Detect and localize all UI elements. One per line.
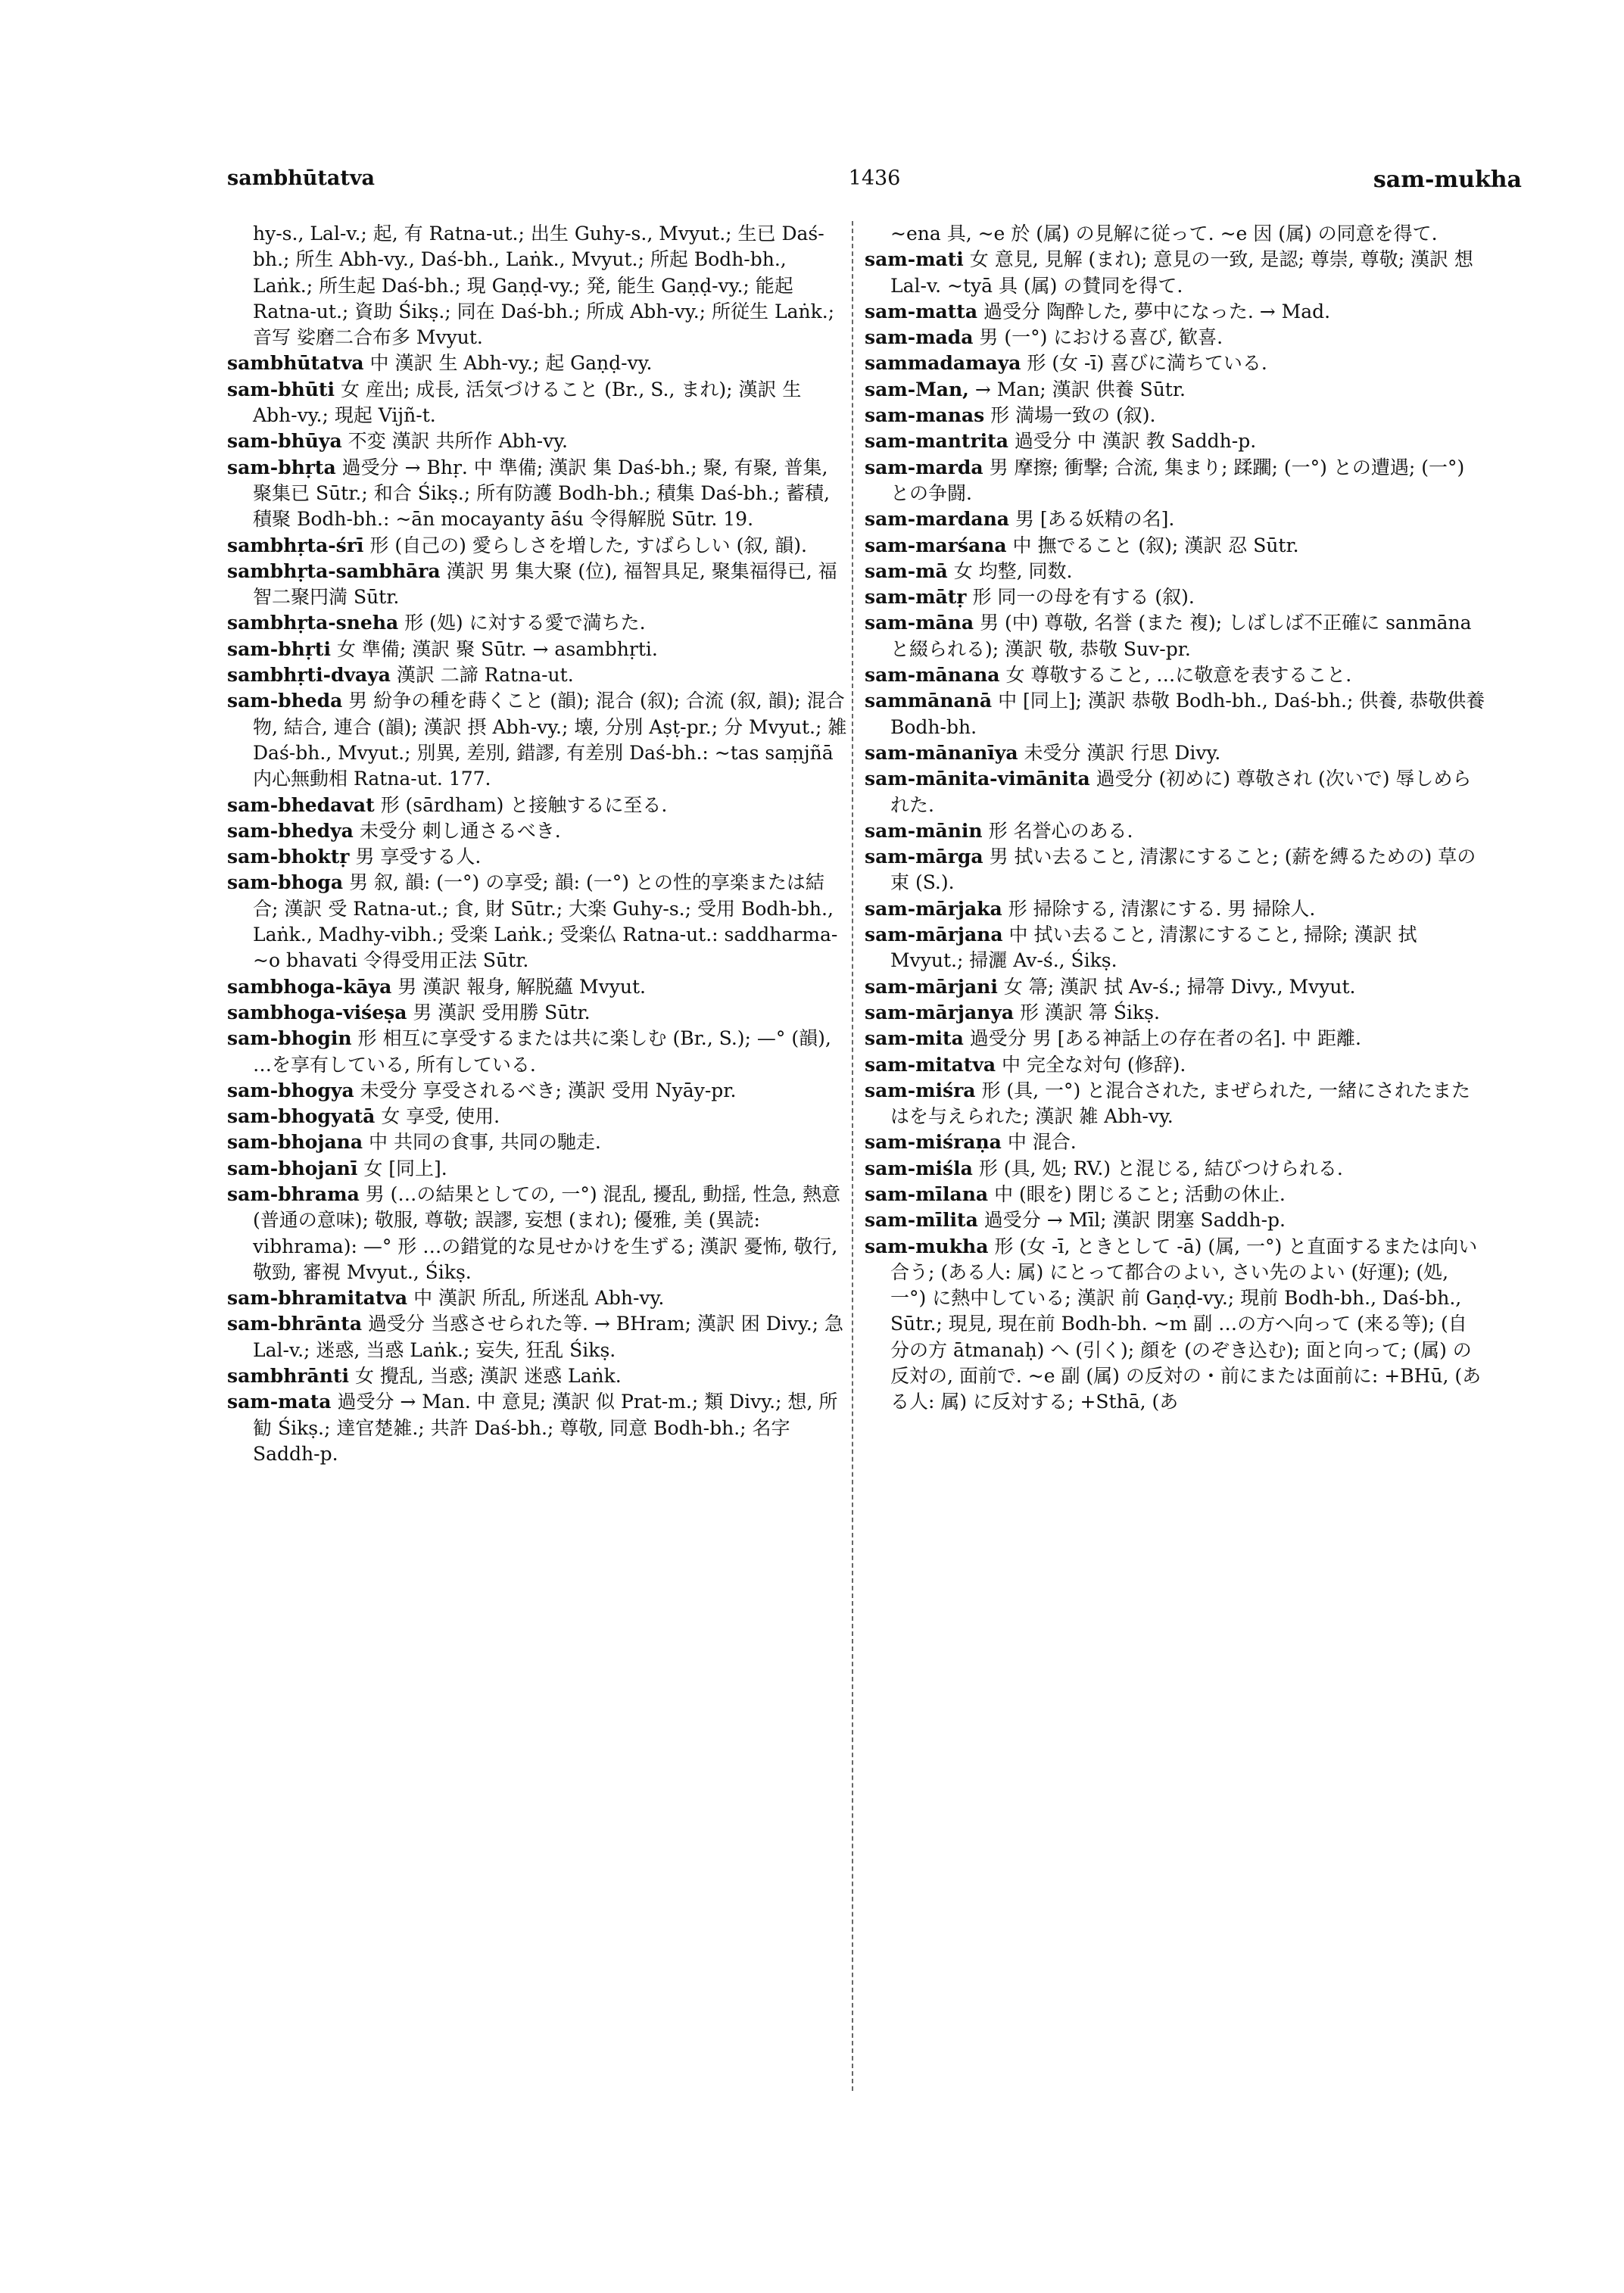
dictionary-entry xyxy=(227,377,848,429)
entry-definition: 男 (中) 尊敬, 名誉 (また 複); しばしば不正確に sanmāna と綴られる); 漢訳 敬, 恭敬 Suv-pr. xyxy=(890,612,1472,660)
dictionary-entry xyxy=(865,403,1485,428)
entry-definition: 女 産出; 成長, 活気づけること (Br., S., まれ); 漢訳 生 Abh-vy.; 現起 Vijñ-t. xyxy=(253,378,802,427)
entry-definition: hy-s., Lal-v.; 起, 有 Ratna-ut.; 出生 Guhy-s., Mvyut.; 生已 Daś-bh.; 所生 Abh-vy., Daś-bh., Laṅk., Mvyut.; 所起 Bodh-bh., Laṅk.; 所生起 Daś-bh.; 現 Gaṇḍ-vy.; 発, 能生 Gaṇḍ-vy.; 能起 Ratna-ut.; 資助 Śikṣ.; 同在 Daś-bh.; 所成 Abh-vy.; 所従生 Laṅk.; 音写 娑磨二合布多 Mvyut. xyxy=(253,223,835,349)
entry-headword: sam-bhoga xyxy=(227,871,344,894)
entry-headword: sam-bhramitatva xyxy=(227,1287,408,1310)
dictionary-entry xyxy=(227,350,848,376)
entry-headword: sambhoga-viśeṣa xyxy=(227,1001,407,1023)
dictionary-entry xyxy=(227,533,848,559)
entry-headword: sam-bhogya xyxy=(227,1079,354,1101)
entry-definition: 過受分 当惑させられた等. → BHram; 漢訳 困 Divy.; 急 Lal-v.; 迷惑, 当惑 Laṅk.; 妄失, 狂乱 Śikṣ. xyxy=(253,1313,844,1361)
entry-definition: 男 叙, 韻: (一°) の享受; 韻: (一°) との性的享楽または結合; 漢訳 受 Ratna-ut.; 食, 財 Sūtr.; 大楽 Guhy-s.; 受用 Bodh-bh., Laṅk., Madhy-vibh.; 受楽 Laṅk.; 受楽仏 Ratna-ut.: saddharma-~o bhavati 令得受用正法 Sūtr. xyxy=(253,871,838,972)
entry-definition: ~ena 具, ~e 於 (属) の見解に従って. ~e 因 (属) の同意を得て. xyxy=(890,223,1438,245)
dictionary-entry xyxy=(865,584,1485,610)
entry-headword: sam-bhogin xyxy=(227,1027,352,1050)
dictionary-entry xyxy=(865,325,1485,350)
dictionary-entry xyxy=(865,559,1485,584)
entry-definition: 中 漢訳 所乱, 所迷乱 Abh-vy. xyxy=(413,1287,665,1310)
column-divider xyxy=(852,221,854,2091)
dictionary-entry xyxy=(227,974,848,1000)
dictionary-entry xyxy=(227,1000,848,1026)
entry-headword: sam-mardana xyxy=(865,508,1009,531)
entry-definition: 中 混合. xyxy=(1007,1131,1077,1154)
entry-headword: sam-bhoktṛ xyxy=(227,846,350,868)
entry-headword: sam-bhṛta xyxy=(227,456,336,478)
dictionary-entry xyxy=(865,1156,1485,1182)
dictionary-entry xyxy=(865,766,1485,818)
dictionary-entry xyxy=(227,1078,848,1104)
entry-headword: sam-mārjanya xyxy=(865,1001,1015,1023)
page-header xyxy=(227,167,1522,212)
dictionary-entry xyxy=(865,428,1485,454)
dictionary-entry xyxy=(865,350,1485,376)
entry-definition: 漢訳 二諦 Ratna-ut. xyxy=(396,664,574,687)
entry-definition: 中 共同の食事, 共同の馳走. xyxy=(369,1131,601,1154)
dictionary-entry xyxy=(227,455,848,533)
entry-definition: 過受分 → Man. 中 意見; 漢訳 似 Prat-m.; 類 Divy.; 想, 所勧 Śikṣ.; 達官楚雑.; 共許 Daś-bh.; 尊敬, 同意 Bodh-bh.; 名字 Saddh-p. xyxy=(253,1391,838,1465)
header-left-guideword: sambhūtatva xyxy=(227,167,376,190)
dictionary-entry xyxy=(865,1026,1485,1051)
entry-headword: sam-mārjaka xyxy=(865,897,1002,920)
entry-definition: 男 拭い去ること, 清潔にすること; (薪を縛るための) 草の束 (S.). xyxy=(890,846,1476,894)
dictionary-entry xyxy=(227,637,848,662)
dictionary-entry xyxy=(865,455,1485,507)
entry-definition: → Man; 漢訳 供養 Sūtr. xyxy=(974,378,1186,400)
entry-definition: 中 完全な対句 (修辞). xyxy=(1002,1053,1186,1076)
entry-definition: 男 享受する人. xyxy=(355,846,482,868)
dictionary-entry xyxy=(865,377,1485,403)
dictionary-entry xyxy=(227,1182,848,1285)
entry-definition: 過受分 → Mīl; 漢訳 閉塞 Saddh-p. xyxy=(983,1209,1286,1232)
dictionary-entry xyxy=(865,221,1485,247)
entry-definition: 未受分 享受されるべき; 漢訳 受用 Nyāy-pr. xyxy=(360,1079,737,1101)
entry-headword: sam-marśana xyxy=(865,534,1007,556)
entry-headword: sam-mānana xyxy=(865,664,1000,687)
dictionary-entry xyxy=(227,662,848,688)
entry-headword: sam-miśla xyxy=(865,1157,973,1179)
entry-headword: sambhṛta-śrī xyxy=(227,534,364,556)
entry-headword: sam-mati xyxy=(865,248,964,271)
entry-headword: sammānanā xyxy=(865,690,993,712)
entry-headword: sam-Man, xyxy=(865,378,969,400)
dictionary-entry xyxy=(865,896,1485,922)
entry-headword: sam-bhrānta xyxy=(227,1313,363,1335)
entry-definition: 男 漢訳 報身, 解脱蘊 Mvyut. xyxy=(397,975,646,998)
entry-definition: 男 漢訳 受用勝 Sūtr. xyxy=(413,1001,591,1023)
entry-definition: 形 (女 -ī, ときとして -ā) (属, 一°) と直面するまたは向い合う; (ある人: 属) にとって都合のよい, さい先のよい (好運); (処, 一°) に熱中している; 漢訳 前 Gaṇḍ-vy.; 現前 Bodh-bh., Daś-bh., Sūtr.; 現見, 現在前 Bodh-bh. ~m 副 …の方へ向って (来る等); (自分の方 ātmanaḥ) へ (引く); 顔を (のぞき込む); 面と向って; (属) の反対の, 面前で. ~e 副 (属) の反対の・前にまたは面前に: +BHū, (ある人: 属) に反対する; +Sthā, (あ xyxy=(890,1235,1482,1413)
right-column xyxy=(865,221,1485,1416)
entry-definition: 形 (女 -ī) 喜びに満ちている. xyxy=(1027,352,1267,375)
entry-definition: 形 (具, 一°) と混合された, まぜられた, 一緒にされたまたはを与えられた; 漢訳 雑 Abh-vy. xyxy=(890,1079,1471,1128)
entry-headword: sam-mantrita xyxy=(865,430,1008,453)
dictionary-entry xyxy=(865,610,1485,662)
entry-headword: sam-bhrama xyxy=(227,1182,360,1205)
dictionary-entry xyxy=(865,247,1485,299)
entry-headword: sam-bhūti xyxy=(227,378,335,400)
entry-definition: 中 [同上]; 漢訳 恭敬 Bodh-bh., Daś-bh.; 供養, 恭敬供養 Bodh-bh. xyxy=(890,690,1485,738)
entry-definition: 女 箒; 漢訳 拭 Av-ś.; 掃箒 Divy., Mvyut. xyxy=(1003,975,1356,998)
entry-headword: sam-mātṛ xyxy=(865,586,967,609)
entry-definition: 不変 漢訳 共所作 Abh-vy. xyxy=(348,430,568,453)
entry-definition: 過受分 陶酔した, 夢中になった. → Mad. xyxy=(983,300,1331,322)
dictionary-entry xyxy=(865,299,1485,325)
entry-definition: 男 紛争の種を蒔くこと (韻); 混合 (叙); 合流 (叙, 韻); 混合物, 結合, 連合 (韻); 漢訳 摂 Abh-vy.; 壊, 分別 Aṣṭ-pr.; 分 Mvyut.; 雑 Daś-bh., Mvyut.; 別異, 差別, 錯謬, 有差別 Daś-bh.: ~tas saṃjñā 内心無動相 Ratna-ut. 177. xyxy=(253,690,847,790)
entry-headword: sam-bhogyatā xyxy=(227,1105,376,1128)
entry-headword: sam-mukha xyxy=(865,1235,989,1257)
entry-headword: sam-miśraṇa xyxy=(865,1131,1002,1154)
dictionary-entry xyxy=(227,1156,848,1182)
entry-headword: sam-mīlita xyxy=(865,1209,978,1232)
dictionary-entry xyxy=(865,844,1485,896)
dictionary-entry xyxy=(227,610,848,636)
entry-definition: 過受分 男 [ある神話上の存在者の名]. 中 距離. xyxy=(969,1027,1361,1050)
entry-headword: sambhṛta-sneha xyxy=(227,612,399,634)
entry-headword: sam-bhṛti xyxy=(227,637,331,660)
entry-definition: 男 (一°) における喜び, 歓喜. xyxy=(979,326,1223,349)
entry-definition: 男 [ある妖精の名]. xyxy=(1015,508,1175,531)
entry-definition: 女 均整, 同数. xyxy=(953,559,1073,582)
entry-headword: sambhṛta-sambhāra xyxy=(227,559,441,582)
dictionary-entry xyxy=(865,1207,1485,1233)
entry-definition: 中 撫でること (叙); 漢訳 忍 Sūtr. xyxy=(1012,534,1299,556)
entry-definition: 女 準備; 漢訳 聚 Sūtr. → asambhṛti. xyxy=(336,637,658,660)
entry-definition: 形 (sārdham) と接触するに至る. xyxy=(380,793,668,816)
dictionary-entry xyxy=(865,506,1485,532)
entry-definition: 漢訳 男 集大聚 (位), 福智具足, 聚集福得已, 福智二聚円満 Sūtr. xyxy=(253,559,837,609)
entry-definition: 男 (…の結果としての, 一°) 混乱, 擾乱, 動揺, 性急, 熱意 (普通の意味); 敬服, 尊敬; 誤謬, 妄想 (まれ); 優雅, 美 (異読: vibhrama): —° 形 …の錯覚的な見せかけを生ずる; 漢訳 憂怖, 敬行, 敬勁, 審視 Mvyut., Śikṣ. xyxy=(253,1182,841,1283)
dictionary-entry xyxy=(227,559,848,611)
entry-definition: 過受分 中 漢訳 教 Saddh-p. xyxy=(1014,430,1257,453)
dictionary-entry xyxy=(227,818,848,844)
entry-headword: sambhoga-kāya xyxy=(227,975,392,998)
entry-headword: sam-bhūya xyxy=(227,430,342,453)
dictionary-entry xyxy=(227,793,848,818)
dictionary-entry xyxy=(227,688,848,792)
entry-headword: sam-mā xyxy=(865,559,948,582)
entry-headword: sam-marda xyxy=(865,456,983,478)
dictionary-entry xyxy=(865,1000,1485,1026)
entry-definition: 形 (自己の) 愛らしさを増した, すばらしい (叙, 韻). xyxy=(369,534,807,556)
dictionary-entry xyxy=(865,740,1485,766)
dictionary-entry xyxy=(865,688,1485,740)
dictionary-entry xyxy=(865,974,1485,1000)
entry-headword: sam-mada xyxy=(865,326,974,349)
entry-definition: 過受分 (初めに) 尊敬され (次いで) 辱しめられた. xyxy=(890,768,1472,816)
entry-headword: sambhrānti xyxy=(227,1365,349,1388)
entry-headword: sam-bhedavat xyxy=(227,793,375,816)
entry-definition: 形 相互に享受するまたは共に楽しむ (Br., S.); —° (韻), …を享有している, 所有している. xyxy=(253,1027,831,1076)
dictionary-entry xyxy=(227,428,848,454)
entry-headword: sam-mānita-vimānita xyxy=(865,768,1090,790)
entry-headword: sam-mānin xyxy=(865,819,983,842)
entry-headword: sam-matta xyxy=(865,300,978,322)
entry-definition: 未受分 漢訳 行思 Divy. xyxy=(1024,741,1221,764)
entry-headword: sambhṛti-dvaya xyxy=(227,664,391,687)
entry-headword: sam-mitatva xyxy=(865,1053,996,1076)
entry-headword: sam-miśra xyxy=(865,1079,976,1101)
entry-headword: sam-mārga xyxy=(865,846,983,868)
page-number: 1436 xyxy=(848,167,901,190)
entry-definition: 形 同一の母を有する (叙). xyxy=(972,586,1195,609)
entry-headword: sam-bhojanī xyxy=(227,1157,358,1179)
entry-headword: sam-mārjana xyxy=(865,924,1003,946)
entry-headword: sam-bhojana xyxy=(227,1131,363,1154)
entry-definition: 形 満場一致の (叙). xyxy=(990,404,1156,427)
dictionary-entry xyxy=(865,922,1485,974)
dictionary-entry xyxy=(865,1052,1485,1078)
dictionary-entry xyxy=(227,1285,848,1311)
dictionary-entry xyxy=(227,1389,848,1467)
entry-headword: sam-bheda xyxy=(227,690,343,712)
left-column xyxy=(227,221,848,1467)
dictionary-entry xyxy=(865,1234,1485,1416)
entry-headword: sam-mārjani xyxy=(865,975,998,998)
entry-headword: sambhūtatva xyxy=(227,352,364,375)
entry-definition: 女 [同上]. xyxy=(363,1157,447,1179)
entry-definition: 形 (処) に対する愛で満ちた. xyxy=(404,612,646,634)
entry-headword: sam-mata xyxy=(227,1391,332,1413)
header-right-guideword: sam-mukha xyxy=(1373,167,1522,193)
entry-definition: 中 漢訳 生 Abh-vy.; 起 Gaṇḍ-vy. xyxy=(369,352,653,375)
dictionary-entry xyxy=(227,1129,848,1155)
entry-definition: 女 尊敬すること, …に敬意を表すること. xyxy=(1005,664,1352,687)
entry-headword: sam-manas xyxy=(865,404,985,427)
dictionary-entry xyxy=(865,1182,1485,1207)
dictionary-entry xyxy=(865,662,1485,688)
entry-headword: sam-mānanīya xyxy=(865,741,1018,764)
dictionary-entry xyxy=(865,818,1485,844)
dictionary-entry xyxy=(227,221,848,350)
entry-definition: 未受分 刺し通さるべき. xyxy=(359,819,561,842)
entry-headword: sam-māna xyxy=(865,612,974,634)
entry-headword: sammadamaya xyxy=(865,352,1021,375)
entry-definition: 中 (眼を) 閉じること; 活動の休止. xyxy=(994,1182,1286,1205)
entry-definition: 形 掃除する, 清潔にする. 男 掃除人. xyxy=(1008,897,1316,920)
entry-definition: 男 摩擦; 衝撃; 合流, 集まり; 蹂躙; (一°) との遭遇; (一°) との争闘. xyxy=(890,456,1465,504)
dictionary-entry xyxy=(865,533,1485,559)
dictionary-entry xyxy=(227,1104,848,1129)
entry-definition: 形 漢訳 箒 Śikṣ. xyxy=(1020,1001,1160,1023)
dictionary-entry xyxy=(227,1311,848,1363)
dictionary-entry xyxy=(227,1026,848,1078)
dictionary-entry xyxy=(865,1129,1485,1155)
entry-definition: 女 攪乱, 当惑; 漢訳 迷惑 Laṅk. xyxy=(354,1365,622,1388)
entry-definition: 女 享受, 使用. xyxy=(381,1105,500,1128)
entry-headword: sam-bhedya xyxy=(227,819,354,842)
dictionary-entry xyxy=(227,870,848,974)
entry-headword: sam-mīlana xyxy=(865,1182,989,1205)
entry-definition: 女 意見, 見解 (まれ); 意見の一致, 是認; 尊崇, 尊敬; 漢訳 想 Lal-v. ~tyā 具 (属) の賛同を得て. xyxy=(890,248,1473,297)
entry-headword: sam-mita xyxy=(865,1027,964,1050)
entry-definition: 過受分 → Bhṛ. 中 準備; 漢訳 集 Daś-bh.; 聚, 有聚, 普集, 聚集已 Sūtr.; 和合 Śikṣ.; 所有防護 Bodh-bh.; 積集 Daś-bh.; 蓄積, 積聚 Bodh-bh.: ~ān mocayanty āśu 令得解脱 Sūtr. 19. xyxy=(253,456,830,531)
dictionary-entry xyxy=(865,1078,1485,1130)
entry-definition: 形 名誉心のある. xyxy=(988,819,1133,842)
entry-definition: 中 拭い去ること, 清潔にすること, 掃除; 漢訳 拭 Mvyut.; 掃灑 Av-ś., Śikṣ. xyxy=(890,924,1417,972)
entry-definition: 形 (具, 処; RV.) と混じる, 結びつけられる. xyxy=(978,1157,1343,1179)
dictionary-entry xyxy=(227,844,848,870)
dictionary-entry xyxy=(227,1363,848,1389)
